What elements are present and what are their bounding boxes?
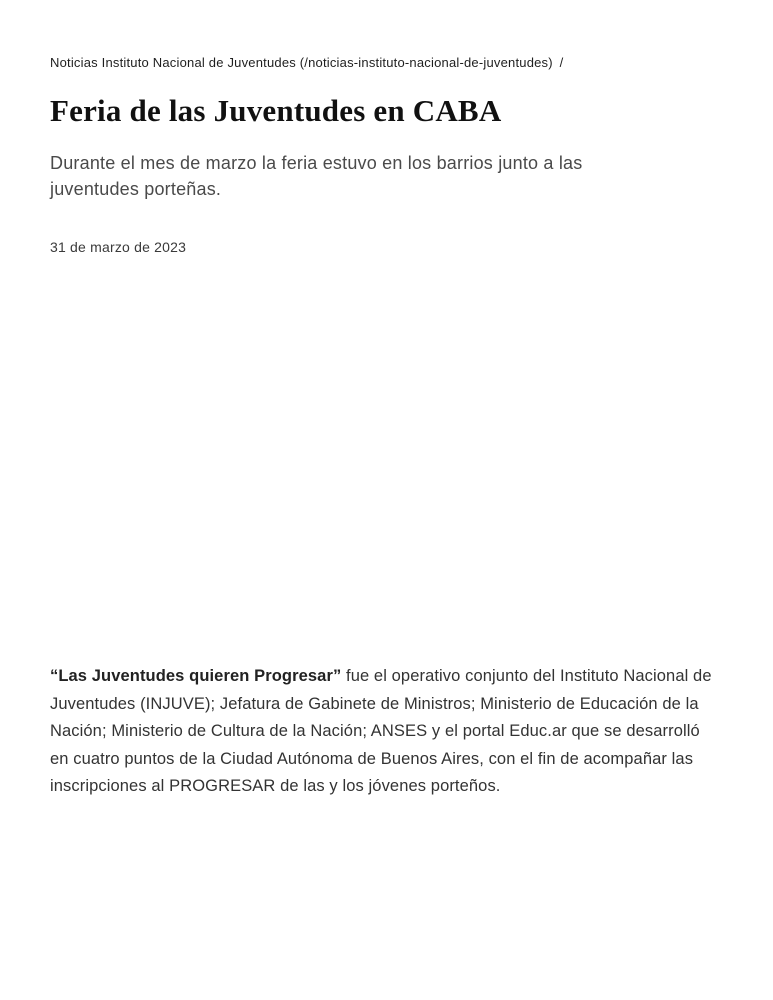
article-body-bold-leadin: “Las Juventudes quieren Progresar” [50,667,342,685]
breadcrumb-separator: / [559,55,564,70]
article-body [50,663,718,801]
breadcrumb [50,55,723,71]
article-lede: Durante el mes de marzo la feria estuvo en los barrios junto a las juventudes porteñas. [50,153,583,199]
breadcrumb-link-noticias[interactable]: Noticias Instituto Nacional de Juventudes (/noticias-instituto-nacional-de-juventudes) [50,55,553,70]
article-date: 31 de marzo de 2023 [50,239,187,255]
article-body-text: fue el operativo conjunto del Instituto Nacional de Juventudes (INJUVE); Jefatura de Gabinete de Ministros; Ministerio de Educación de la Nación; Ministerio de Cultura de la Nación; ANSES y el portal Educ.ar que se desarrolló en cuatro puntos de la Ciudad Autónoma de Buenos Aires, con el fin de acompañar las inscripciones al PROGRESAR de las y los jóvenes porteños. [50,667,712,795]
page-title: Feria de las Juventudes en CABA [50,93,502,128]
article-image-placeholder [50,255,723,663]
